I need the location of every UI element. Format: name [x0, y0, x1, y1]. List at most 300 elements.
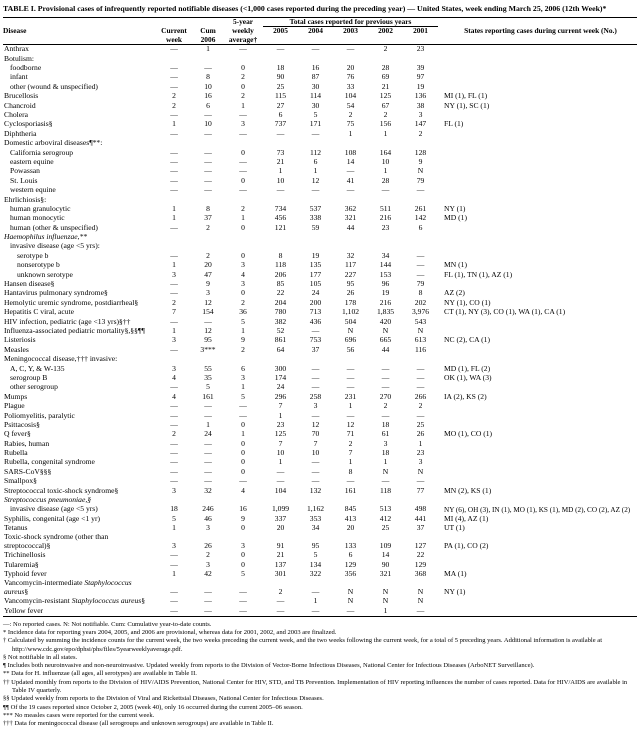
table-row: [3, 54, 637, 63]
states-reporting: PA (1), CO (2): [444, 541, 489, 551]
year-value-2002: 216: [379, 297, 392, 307]
disease-name: Syphilis, congenital (age <1 yr): [4, 513, 101, 523]
page-title: TABLE I. Provisional cases of infrequently reported notifiable diseases (<1,000 cases reported during the preceding year) — United States, week ending March 25, 2006 (12th Week)*: [3, 4, 607, 13]
current-week-value: —: [170, 185, 178, 195]
table-row: [3, 514, 637, 523]
cum-2006-value: 37: [204, 213, 212, 223]
year-value-2002: 10: [381, 156, 390, 166]
year-value-2002: 1: [383, 457, 388, 467]
year-value-2005: 73: [276, 147, 285, 157]
year-value-2003: 117: [344, 260, 357, 270]
table-row: [3, 44, 637, 54]
current-week-value: [155, 355, 193, 364]
five-year-average-value: —: [239, 128, 247, 138]
year-value-2002: 1: [383, 128, 388, 138]
five-year-average-value: —: [239, 587, 247, 597]
five-year-average-value: 5: [241, 391, 245, 401]
disease-name: Influenza-associated pediatric mortality§,§§¶¶: [4, 326, 145, 335]
states-reporting: MD (1): [444, 213, 467, 223]
year-value-2002: 513: [379, 504, 392, 514]
year-value-2002: —: [381, 476, 390, 486]
cum-2006-value: 35: [204, 372, 212, 382]
states-reporting: [438, 54, 637, 63]
year-value-2003: —: [346, 372, 355, 382]
disease-name: Ehrlichiosis§:: [4, 194, 47, 204]
year-value-2005: 10: [276, 175, 285, 185]
cum-2006-value: 2: [206, 250, 210, 260]
year-value-2001: 3,976: [411, 307, 430, 317]
year-value-2001: 3: [418, 110, 423, 120]
year-value-2003: 2: [348, 438, 353, 448]
states-reporting: [438, 439, 637, 448]
cum-2006-value: 8: [206, 203, 210, 213]
five-year-average-value: —: [239, 185, 247, 195]
year-value-2001: 441: [414, 513, 427, 523]
cum-2006-value: 10: [204, 81, 212, 91]
year-value-2001: N: [417, 166, 424, 176]
cum-2006-value: 246: [202, 504, 214, 514]
cum-2006-value: [193, 242, 223, 251]
states-reporting: CT (1), NY (3), CO (1), WA (1), CA (1): [444, 307, 566, 317]
year-value-2005: 115: [274, 91, 287, 101]
disease-name: St. Louis: [10, 175, 38, 185]
cum-2006-value: —: [204, 128, 212, 138]
year-value-2002: 144: [379, 260, 392, 270]
cum-2006-value: 26: [204, 541, 212, 551]
states-reporting: MI (4), AZ (1): [444, 513, 489, 523]
table-row: [3, 606, 637, 616]
cum-2006-value: 46: [204, 513, 212, 523]
table-header-row-2: [3, 27, 637, 36]
year-value-2001: 142: [414, 213, 427, 223]
five-year-average-value: 3: [241, 541, 245, 551]
header-pad1: [263, 36, 298, 45]
year-value-2005: 7: [278, 438, 283, 448]
disease-name: Cholera: [4, 110, 29, 120]
cum-2006-value: [193, 355, 223, 364]
footnote: ¶ Includes both neuroinvasive and non-neuroinvasive. Updated weekly from reports to the Division of Vector-Borne Infectious Diseases, National Center for Infectious Diseases (ArboNET Surveillance).: [3, 662, 535, 670]
year-value-2003: 504: [344, 316, 357, 326]
current-week-value: 5: [172, 513, 176, 523]
header-year-2003: 2003: [343, 26, 358, 36]
current-week-value: 3: [172, 363, 176, 373]
year-value-2003: 75: [346, 119, 355, 129]
cum-2006-value: —: [204, 587, 212, 597]
states-reporting: [438, 195, 637, 204]
year-value-2002: [368, 355, 403, 364]
disease-name: Plague: [4, 401, 25, 411]
year-value-2005: 21: [276, 550, 285, 560]
table-row: [3, 477, 637, 486]
year-value-2005: 8: [278, 250, 283, 260]
five-year-average-value: —: [239, 596, 247, 606]
disease-name: Hantavirus pulmonary syndrome§: [4, 288, 108, 298]
five-year-average-value: 0: [241, 438, 245, 448]
year-value-2004: 713: [309, 307, 322, 317]
cum-2006-value: 2: [206, 222, 210, 232]
year-value-2005: 204: [274, 297, 287, 307]
year-value-2003: —: [346, 476, 355, 486]
table-row: [3, 308, 637, 317]
current-week-value: 2: [172, 100, 176, 110]
disease-name: Streptococcal toxic-shock syndrome§: [4, 485, 119, 495]
year-value-2002: 164: [379, 147, 392, 157]
five-year-average-value: 0: [241, 288, 245, 298]
cum-2006-value: 3: [206, 523, 210, 533]
states-reporting: NY (1): [444, 587, 466, 597]
disease-name: Botulism:: [4, 53, 34, 63]
year-value-2005: 861: [274, 335, 287, 345]
disease-name: eastern equine: [10, 156, 54, 166]
year-value-2005: 27: [276, 100, 285, 110]
disease-name: Haemophilus influenzae,**: [4, 232, 88, 242]
disease-name: Hepatitis C viral, acute: [4, 307, 75, 317]
five-year-average-value: 1: [241, 429, 245, 439]
year-value-2001: —: [403, 606, 438, 616]
year-value-2004: 30: [311, 81, 320, 91]
five-year-average-value: 36: [239, 307, 247, 317]
year-value-2002: [368, 139, 403, 148]
table-row: [3, 458, 637, 467]
five-year-average-value: 0: [241, 457, 245, 467]
year-value-2004: 114: [309, 91, 322, 101]
cum-2006-value: —: [204, 410, 212, 420]
disease-name: Mumps: [4, 391, 28, 401]
year-value-2001: 9: [418, 156, 423, 166]
five-year-average-value: 0: [241, 81, 245, 91]
year-value-2001: 1: [418, 438, 423, 448]
cum-2006-value: 47: [204, 269, 212, 279]
table-row: [3, 467, 637, 476]
year-value-2004: —: [311, 457, 320, 467]
year-value-2004: 12: [311, 175, 320, 185]
header-year-2002: 2002: [378, 26, 393, 36]
disease-name: Hemolytic uremic syndrome, postdiarrheal§: [4, 297, 139, 307]
five-year-average-value: 1: [241, 382, 245, 392]
year-value-2001: 543: [414, 316, 427, 326]
current-week-value: 4: [172, 391, 176, 401]
year-value-2003: 356: [344, 569, 357, 579]
states-reporting: MI (1), FL (1): [444, 91, 488, 101]
disease-name: foodborne: [10, 63, 42, 73]
year-value-2003: 413: [344, 513, 357, 523]
cum-2006-value: —: [204, 448, 212, 458]
table-row: [3, 449, 637, 458]
disease-name: Vancomycin-intermediate Staphylococcus aureus§: [4, 578, 132, 597]
current-week-value: —: [170, 222, 178, 232]
disease-name: infant: [10, 72, 28, 82]
notifiable-diseases-table: [3, 17, 637, 617]
year-value-2005: —: [276, 476, 285, 486]
table-row: [3, 223, 637, 232]
table-row: [3, 486, 637, 495]
year-value-2004: —: [311, 326, 320, 335]
header-blank5: [3, 36, 155, 45]
table-row: [3, 336, 637, 345]
states-reporting: [438, 496, 637, 505]
current-week-value: —: [170, 250, 178, 260]
cum-2006-value: 154: [202, 307, 214, 317]
states-reporting: [438, 280, 637, 289]
year-value-2001: 22: [416, 550, 425, 560]
current-week-value: 3: [172, 269, 176, 279]
states-reporting: [438, 467, 637, 476]
table-row: [3, 214, 637, 223]
year-value-2005: 1: [278, 166, 283, 176]
year-value-2001: 202: [414, 297, 427, 307]
year-value-2005: 456: [274, 213, 287, 223]
table-row: [3, 242, 637, 251]
year-value-2002: 34: [381, 250, 390, 260]
year-value-2001: 128: [414, 147, 427, 157]
table-row: [3, 167, 637, 176]
year-value-2002: 21: [381, 81, 390, 91]
disease-name: Vancomycin-resistant Staphylococcus aureus§: [4, 596, 146, 606]
year-value-2002: 216: [379, 213, 392, 223]
year-value-2001: N: [417, 466, 424, 476]
year-value-2004: 6: [313, 156, 318, 166]
states-reporting: [438, 223, 637, 232]
year-value-2002: 28: [381, 63, 390, 73]
header-pad6: [438, 36, 637, 45]
five-year-average-value: 4: [241, 485, 245, 495]
current-week-value: —: [170, 476, 178, 486]
current-week-value: —: [170, 448, 178, 458]
cum-2006-value: 55: [204, 363, 212, 373]
year-value-2003: 7: [348, 448, 353, 458]
states-reporting: MO (1), CO (1): [444, 429, 493, 439]
year-value-2004: 353: [309, 513, 322, 523]
header-year-2001: 2001: [413, 26, 428, 36]
year-value-2001: 23: [416, 44, 425, 54]
year-value-2004: —: [311, 128, 320, 138]
five-year-average-value: 0: [241, 448, 245, 458]
year-value-2004: 19: [311, 250, 320, 260]
states-reporting: [438, 551, 637, 560]
header-states: States reporting cases during current week (No.): [464, 26, 617, 36]
footnotes: [3, 621, 637, 729]
year-value-2002: 61: [381, 429, 390, 439]
year-value-2002: 25: [381, 523, 390, 533]
five-year-average-value: 3: [241, 279, 245, 289]
table-header-row-3: [3, 36, 637, 45]
year-value-2002: 125: [379, 91, 392, 101]
disease-name: human granulocytic: [10, 203, 71, 213]
year-value-2001: [403, 139, 438, 148]
year-value-2001: 79: [416, 175, 425, 185]
year-value-2002: 19: [381, 288, 390, 298]
year-value-2002: 2: [383, 110, 388, 120]
disease-name: Measles: [4, 344, 29, 354]
year-value-2001: —: [416, 363, 425, 373]
year-value-2002: —: [381, 363, 390, 373]
year-value-2001: 79: [416, 279, 425, 289]
disease-name: Meningococcal disease,††† invasive:: [4, 354, 118, 364]
year-value-2003: 44: [346, 222, 355, 232]
states-reporting: [438, 242, 637, 251]
year-value-2005: 174: [274, 372, 287, 382]
year-value-2004: 12: [311, 419, 320, 429]
year-value-2002: N: [382, 587, 389, 597]
year-value-2002: [368, 233, 403, 242]
year-value-2004: —: [311, 44, 320, 54]
current-week-value: —: [170, 316, 178, 326]
year-value-2002: N: [382, 326, 389, 335]
five-year-average-value: —: [223, 606, 263, 616]
cum-2006-value: 95: [204, 335, 212, 345]
table-row: [3, 411, 637, 420]
current-week-value: 2: [172, 297, 176, 307]
year-value-2003: 41: [346, 175, 355, 185]
year-value-2003: 321: [344, 213, 357, 223]
table-row: [3, 92, 637, 101]
cum-2006-value: —: [204, 156, 212, 166]
header-cum-line2: 2006: [193, 36, 223, 45]
year-value-2005: 64: [276, 344, 285, 354]
disease-name: serogroup B: [10, 372, 48, 382]
year-value-2003: —: [346, 382, 355, 392]
table-row: [3, 533, 637, 551]
header-current-week-line2: week: [155, 36, 193, 45]
year-value-2001: [403, 233, 438, 242]
year-value-2001: 8: [418, 288, 423, 298]
year-value-2003: 20: [346, 523, 355, 533]
states-reporting: FL (1), TN (1), AZ (1): [444, 269, 513, 279]
current-week-value: —: [170, 410, 178, 420]
year-value-2004: 338: [309, 213, 322, 223]
year-value-2005: 21: [276, 156, 285, 166]
year-value-2002: 156: [379, 119, 392, 129]
year-value-2004: 322: [309, 569, 322, 579]
cum-2006-value: —: [204, 63, 212, 73]
table-row: [3, 579, 637, 597]
year-value-2005: [263, 139, 298, 148]
states-reporting: [438, 139, 637, 148]
year-value-2001: —: [416, 250, 425, 260]
year-value-2001: 2: [418, 401, 423, 411]
current-week-value: —: [170, 596, 178, 606]
year-value-2002: —: [381, 410, 390, 420]
year-value-2004: 177: [309, 269, 322, 279]
disease-name: Hansen disease§: [4, 279, 55, 289]
year-value-2003: 227: [344, 269, 357, 279]
current-week-value: —: [155, 606, 193, 616]
cum-2006-value: 3: [206, 559, 210, 569]
year-value-2004: 87: [311, 72, 320, 82]
cum-2006-value: —: [204, 175, 212, 185]
year-value-2005: 90: [276, 72, 285, 82]
current-week-value: 2: [172, 91, 176, 101]
year-value-2005: 25: [276, 81, 285, 91]
year-value-2004: [298, 139, 333, 148]
cum-2006-value: 3: [206, 288, 210, 298]
year-value-2004: 200: [309, 297, 322, 307]
disease-name: California serogroup: [10, 147, 74, 157]
disease-name: SARS-CoV§§§: [4, 466, 52, 476]
year-value-2005: 301: [274, 569, 287, 579]
disease-name: Tularemia§: [4, 559, 39, 569]
year-value-2005: 10: [276, 448, 285, 458]
states-reporting: [438, 233, 637, 242]
current-week-value: —: [170, 156, 178, 166]
year-value-2004: 1,162: [306, 504, 325, 514]
disease-name: Yellow fever: [3, 606, 155, 616]
five-year-average-value: 0: [241, 559, 245, 569]
footnote: §§ Updated weekly from reports to the Division of Viral and Rickettsial Diseases, National Center for Infectious Diseases.: [3, 695, 324, 703]
disease-name: A, C, Y, & W-135: [10, 363, 65, 373]
year-value-2005: [263, 233, 298, 242]
year-value-2004: —: [311, 185, 320, 195]
disease-name: other (wound & unspecified): [10, 81, 98, 91]
year-value-2005: 1: [278, 457, 283, 467]
states-reporting: [438, 402, 637, 411]
year-value-2003: 129: [344, 559, 357, 569]
year-value-2003: —: [346, 363, 355, 373]
year-value-2002: —: [381, 382, 390, 392]
current-week-value: —: [170, 288, 178, 298]
disease-name: Toxic-shock syndrome (other than streptococcal)§: [4, 532, 109, 551]
states-reporting: [438, 597, 637, 606]
states-reporting: [438, 345, 637, 354]
current-week-value: —: [170, 438, 178, 448]
current-week-value: 1: [172, 213, 176, 223]
header-group-total: Total cases reported for previous years: [263, 17, 438, 26]
header-disease: Disease: [3, 26, 27, 36]
year-value-2004: 5: [313, 550, 318, 560]
year-value-2005: —: [276, 185, 285, 195]
cum-2006-value: 5: [206, 382, 210, 392]
table-row: [3, 355, 637, 364]
states-reporting: [438, 560, 637, 569]
cum-2006-value: [193, 139, 223, 148]
current-week-value: 1: [172, 523, 176, 533]
year-value-2001: 136: [414, 91, 427, 101]
five-year-average-value: 0: [241, 523, 245, 533]
current-week-value: [155, 242, 193, 251]
states-reporting: [438, 111, 637, 120]
year-value-2005: 382: [274, 316, 287, 326]
cum-2006-value: 32: [204, 485, 212, 495]
five-year-average-value: 5: [241, 569, 245, 579]
year-value-2002: 420: [379, 316, 392, 326]
year-value-2004: 1: [313, 166, 318, 176]
year-value-2005: 91: [276, 541, 285, 551]
states-reporting: [438, 158, 637, 167]
year-value-2005: —: [276, 466, 285, 476]
year-value-2005: 296: [274, 391, 287, 401]
current-week-value: —: [170, 81, 178, 91]
current-week-value: 3: [172, 335, 176, 345]
states-reporting: [438, 64, 637, 73]
year-value-2002: 3: [383, 438, 388, 448]
five-year-average-value: 2: [241, 203, 245, 213]
current-week-value: —: [170, 466, 178, 476]
year-value-2004: 7: [313, 438, 318, 448]
disease-name: Psittacosis§: [4, 419, 40, 429]
header-pad4: [368, 36, 403, 45]
year-value-2005: 780: [274, 307, 287, 317]
five-year-average-value: [223, 233, 263, 242]
current-week-value: 1: [172, 326, 176, 335]
year-value-2002: 412: [379, 513, 392, 523]
year-value-2005: 18: [276, 63, 285, 73]
year-value-2004: 10: [311, 448, 320, 458]
current-week-value: 1: [172, 119, 176, 129]
states-reporting: FL (1): [444, 119, 464, 129]
cum-2006-value: 1: [206, 44, 210, 54]
five-year-average-value: —: [239, 166, 247, 176]
current-week-value: 3: [172, 485, 176, 495]
